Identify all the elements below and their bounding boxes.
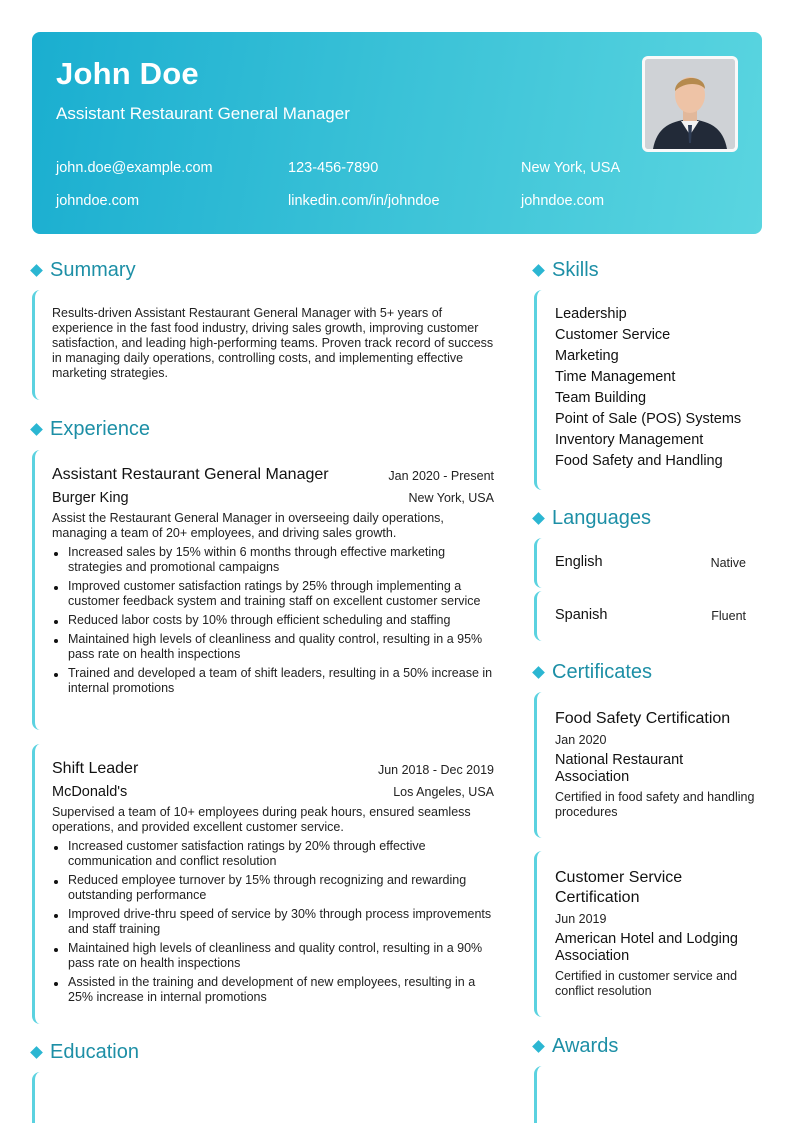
skill-item: Point of Sale (POS) Systems [555,411,742,427]
website-link[interactable]: johndoe.com [56,193,140,209]
language-name: Spanish [555,607,608,623]
job-description: Assist the Restaurant General Manager in overseeing daily operations, managing a team of 20+ employees, and driving sales growth. [52,511,444,540]
skill-item: Leadership [555,306,627,322]
diamond-icon [532,666,545,679]
bullet-item: Maintained high levels of cleanliness and quality control, resulting in a 90% pass rate on health inspections [52,941,497,971]
certificate-org: National Restaurant Association [555,752,684,785]
certificate-org: American Hotel and Lodging Association [555,931,738,964]
diamond-icon [30,423,43,436]
bullet-item: Assisted in the training and development of new employees, resulting in a 25% increase in internal promotions [52,975,497,1005]
awards-card [534,1066,764,1123]
skill-item: Customer Service [555,327,671,343]
skill-item: Inventory Management [555,432,704,448]
location-text: New York, USA [521,160,621,176]
certificate-name: Customer Service Certification [555,869,683,906]
awards-heading-label: Awards [552,1035,619,1057]
awards-heading [532,1035,618,1058]
education-card [32,1072,502,1123]
bullet-item: Improved customer satisfaction ratings by 25% through implementing a customer feedback system and training staff on excellent customer service [52,579,497,609]
bullet-item: Maintained high levels of cleanliness and quality control, resulting in a 95% pass rate on health inspections [52,632,497,662]
languages-heading-label: Languages [552,507,651,529]
job-company: McDonald's [52,784,128,800]
experience-heading [30,418,150,441]
job-title: Shift Leader [52,760,139,777]
website-link-secondary[interactable]: johndoe.com [521,193,605,209]
experience-heading-label: Experience [50,418,151,440]
job-dates: Jan 2020 - Present [388,469,494,483]
linkedin-link[interactable]: linkedin.com/in/johndoe [288,193,440,209]
certificates-heading [532,661,652,684]
certificates-heading-label: Certificates [552,661,653,683]
education-heading [30,1041,139,1064]
skills-heading [532,259,599,282]
languages-heading [532,507,651,530]
language-name: English [555,554,603,570]
certificate-name: Food Safety Certification [555,710,731,727]
candidate-title: Assistant Restaurant General Manager [56,104,350,123]
diamond-icon [30,264,43,277]
diamond-icon [532,512,545,525]
job-dates: Jun 2018 - Dec 2019 [377,763,494,777]
education-heading-label: Education [50,1041,139,1063]
skills-heading-label: Skills [552,259,599,281]
skill-item: Team Building [555,390,647,406]
profile-photo [642,56,738,152]
bullet-item: Trained and developed a team of shift leaders, resulting in a 50% increase in internal promotions [52,666,497,696]
job-location: Los Angeles, USA [393,785,494,799]
job-title: Assistant Restaurant General Manager [52,466,329,483]
skills-list [555,305,741,473]
candidate-name: John Doe [56,56,199,91]
job-bullets [52,545,497,700]
bullet-item: Improved drive-thru speed of service by 30% through process improvements and staff training [52,907,497,937]
diamond-icon [532,264,545,277]
skill-item: Marketing [555,348,619,364]
certificate-description: Certified in food safety and handling procedures [555,790,755,819]
diamond-icon [532,1040,545,1053]
skill-item: Time Management [555,369,676,385]
summary-heading [30,259,136,282]
summary-text: Results-driven Assistant Restaurant General Manager with 5+ years of experience in the fast food industry, driving sales growth, improving customer satisfaction, and leading high-performing teams. Proven track record of success in managing daily operations, controlling costs, and implementing effective marketing strategies. [52,306,494,380]
summary-heading-label: Summary [50,259,136,281]
phone-number: 123-456-7890 [288,160,379,176]
job-bullets [52,839,497,1009]
job-description: Supervised a team of 10+ employees during peak hours, ensured seamless operations, and provided excellent customer service. [52,805,471,834]
job-company: Burger King [52,490,129,506]
bullet-item: Reduced labor costs by 10% through efficient scheduling and staffing [52,613,497,628]
bullet-item: Increased sales by 15% within 6 months through effective marketing strategies and promotional campaigns [52,545,497,575]
certificate-description: Certified in customer service and conflict resolution [555,969,738,998]
certificate-date: Jun 2019 [555,912,607,926]
email-link[interactable]: john.doe@example.com [56,160,213,176]
skill-item: Food Safety and Handling [555,453,723,469]
language-level: Fluent [711,609,746,623]
language-level: Native [710,556,746,570]
bullet-item: Reduced employee turnover by 15% through recognizing and rewarding outstanding performance [52,873,497,903]
certificate-date: Jan 2020 [555,733,607,747]
job-location: New York, USA [408,491,494,505]
diamond-icon [30,1046,43,1059]
resume-header [32,32,762,234]
bullet-item: Increased customer satisfaction ratings by 20% through effective communication and conflict resolution [52,839,497,869]
